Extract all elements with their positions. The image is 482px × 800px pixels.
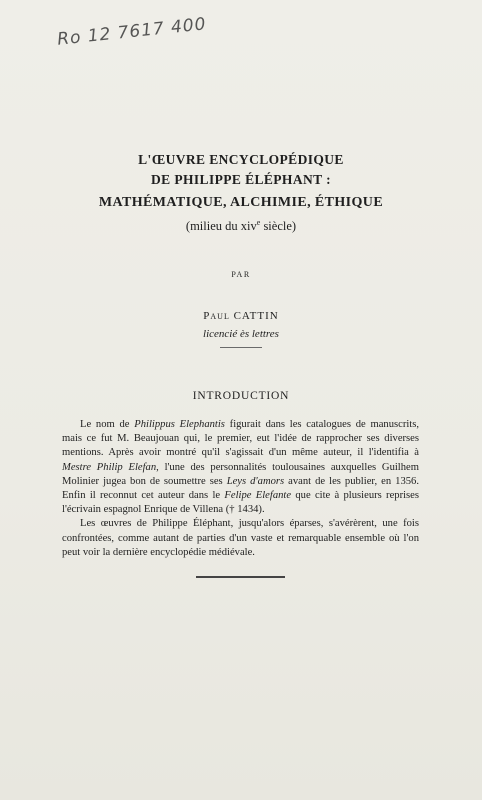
p1-i2: Mestre Philip Elefan: [62, 461, 157, 473]
author-first-name: Paul: [203, 310, 230, 322]
handwritten-shelfmark: Ro 12 7617 400: [56, 14, 208, 50]
p1-i1: Philippus Elephantis: [134, 419, 225, 430]
p1-s3: , l'une des personnalités toulousaines auxquelles Guilhem Molinier jugea bon de soumettre ses: [62, 461, 419, 487]
paragraph-2: Les œuvres de Philippe Éléphant, jusqu'alors éparses, s'avérèrent, une fois confrontées, comme autant de parties d'un vaste et remarquable ensemble où l'on peut voir la dernière encyclopédie médiévale.: [62, 518, 419, 558]
title-line-4-pre: (milieu du xiv: [185, 219, 257, 234]
p1-s1: Le nom de: [80, 419, 135, 430]
author-last-name: CATTIN: [233, 310, 279, 322]
divider-rule: [220, 347, 262, 348]
end-rule: [196, 576, 285, 578]
p1-s4: avant de les publier, en 1356. Enfin il reconnut cet auteur dans le: [62, 475, 419, 502]
title-line-2: DE PHILIPPE ÉLÉPHANT :: [151, 172, 331, 187]
p1-s2: figurait dans les catalogues de manuscrits, mais ce fut M. Beaujouan qui, le premier, eut l'idée de rapprocher ses diverses mentions. Après avoir montré qu'il s'agissait d'un même auteur, il l'identifia à: [62, 419, 420, 459]
author-degree: licencié ès lettres: [203, 328, 279, 340]
author-name: [0, 310, 482, 322]
title-line-4-sup: e: [256, 218, 261, 227]
title-line-4-post: siècle): [260, 219, 297, 234]
section-heading: INTRODUCTION: [192, 390, 290, 402]
title-line-4: [0, 218, 482, 234]
p1-i3: Leys d'amors: [226, 475, 285, 487]
paragraph-1: [62, 418, 419, 517]
title-line-3: MATHÉMATIQUE, ALCHIMIE, ÉTHIQUE: [98, 195, 384, 210]
byline-par: PAR: [231, 270, 251, 279]
p1-i4: Felipe Elefante: [224, 490, 292, 502]
body-text: [62, 418, 419, 560]
title-line-1: L'ŒUVRE ENCYCLOPÉDIQUE: [138, 152, 344, 167]
p1-s5: que cite à plusieurs reprises l'écrivain espagnol Enrique de Villena († 1434).: [62, 490, 419, 516]
